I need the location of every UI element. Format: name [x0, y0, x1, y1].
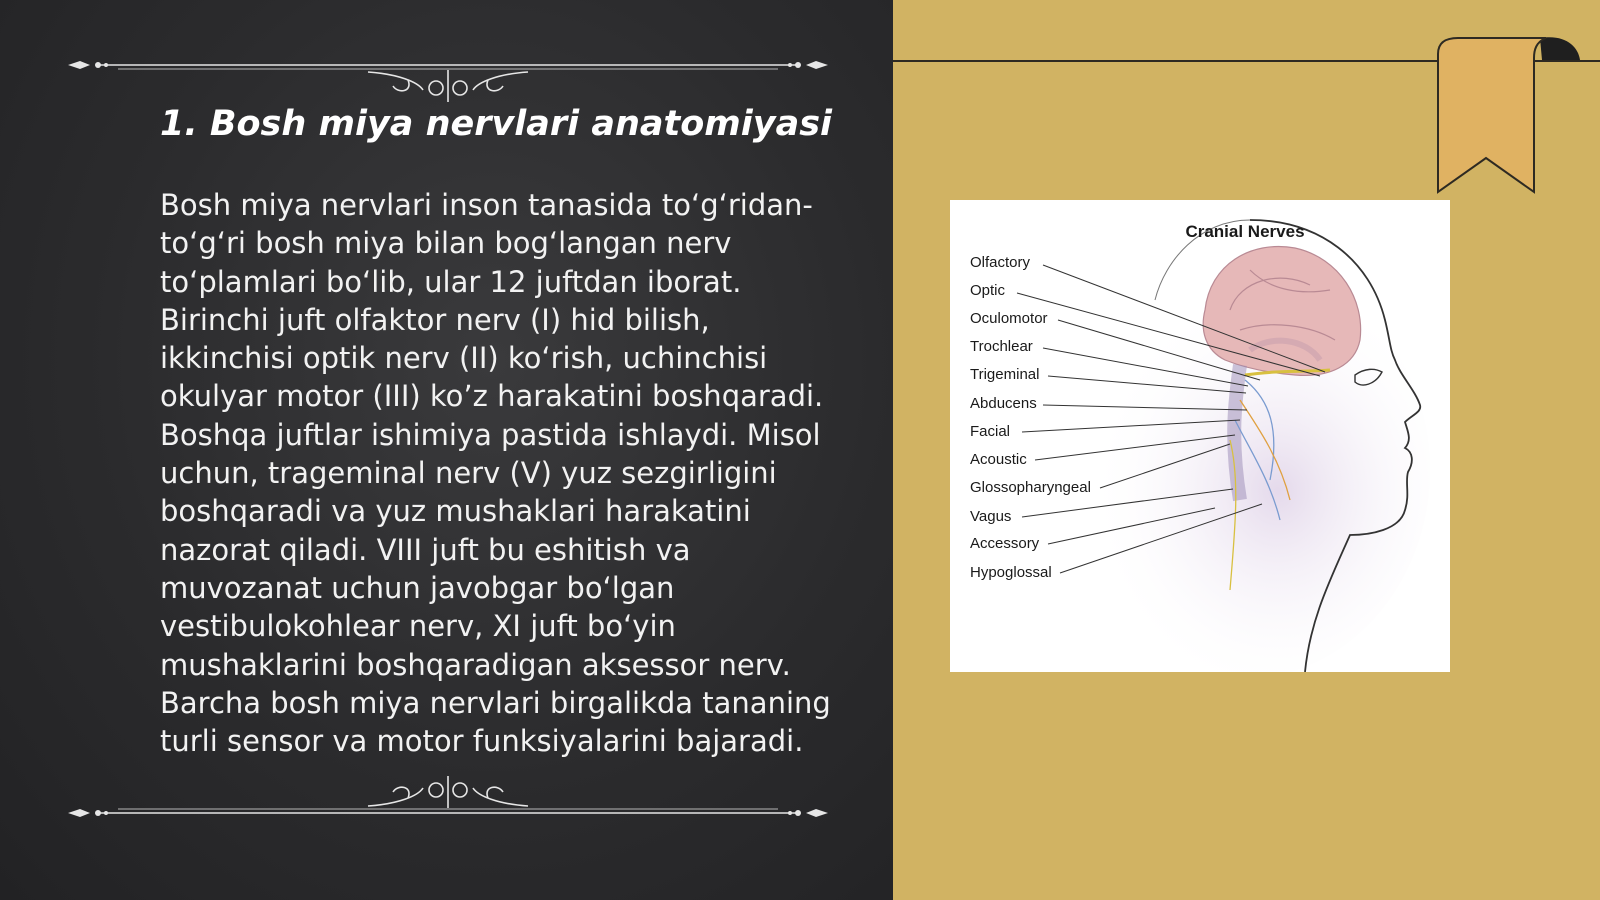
label-trigeminal: Trigeminal: [970, 366, 1040, 383]
figure-title: Cranial Nerves: [1185, 222, 1305, 241]
slide-body-text: Bosh miya nervlari inson tanasida to‘g‘ridan-to‘g‘ri bosh miya bilan bog‘langan nerv to‘plamlari bo‘lib, ular 12 juftdan iborat. Birinchi juft olfaktor nerv (I) hid bilish, ikkinchisi optik nerv (II) ko‘rish, uchinchisi okulyar motor (III) ko’z harakatini boshqaradi. Boshqa juftlar ishimiya pastida ishlaydi. Misol uchun, trageminal nerv (V) yuz sezgirligini boshqaradi va yuz mushaklari harakatini nazorat qiladi. VIII juft bu eshitish va muvozanat uchun javobgar bo‘lgan vestibulokohlear nerv, XI juft bo‘yin mushaklarini boshqaradigan aksessor nerv. Barcha bosh miya nervlari birgalikda tananing turli sensor va motor funksiyalarini bajaradi.: [160, 188, 831, 759]
label-facial: Facial: [970, 423, 1011, 440]
label-abducens: Abducens: [970, 395, 1037, 412]
label-olfactory: Olfactory: [970, 254, 1031, 271]
label-trochlear: Trochlear: [970, 338, 1033, 355]
label-accessory: Accessory: [970, 535, 1040, 552]
bottom-ornament-icon: [68, 776, 828, 826]
label-acoustic: Acoustic: [970, 451, 1027, 468]
label-optic: Optic: [970, 282, 1006, 299]
label-vagus: Vagus: [970, 508, 1012, 525]
label-oculomotor: Oculomotor: [970, 310, 1048, 327]
label-hypoglossal: Hypoglossal: [970, 564, 1052, 581]
slide-title: 1. Bosh miya nervlari anatomiyasi: [160, 104, 833, 144]
top-ornament-icon: [68, 52, 828, 102]
label-glossopharyngeal: Glossopharyngeal: [970, 479, 1091, 496]
ribbon-bookmark-icon: [1430, 34, 1590, 199]
cranial-nerves-figure: [950, 200, 1450, 672]
